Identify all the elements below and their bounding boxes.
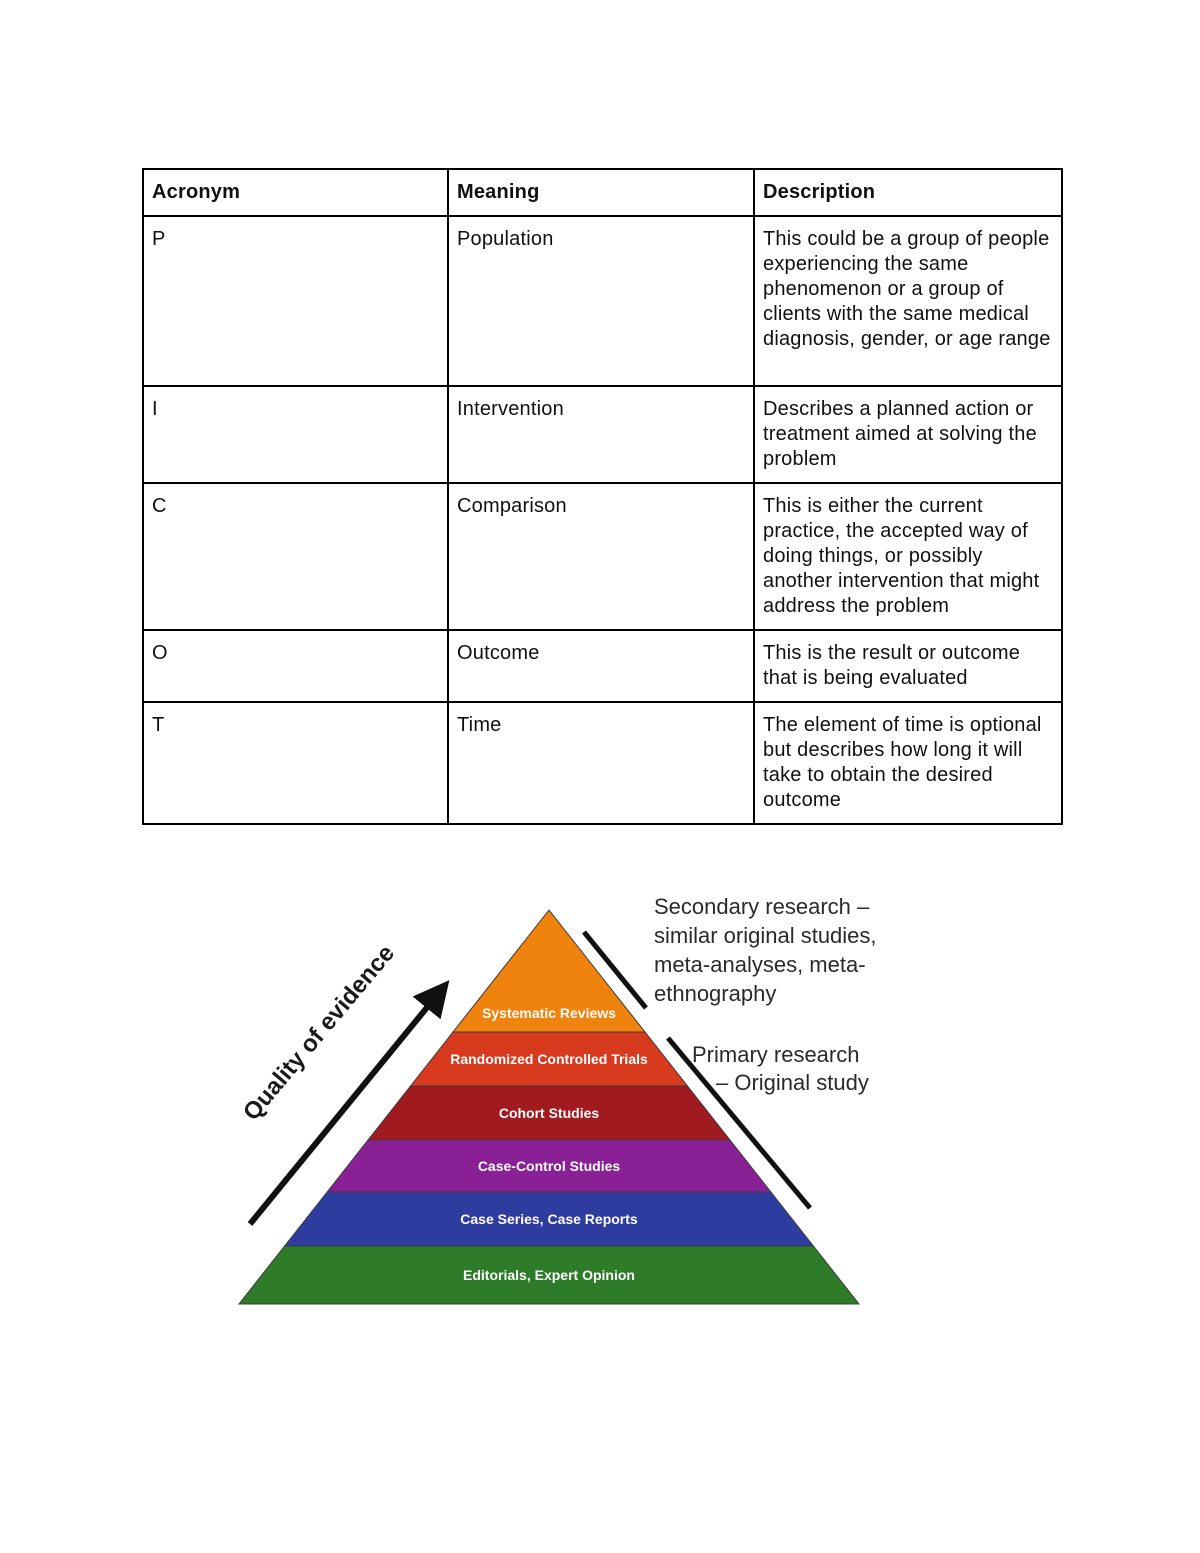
picot-table — [142, 168, 1063, 825]
table-row — [143, 702, 1062, 824]
description-cell: Describes a planned action or treatment aimed at solving the problem — [754, 386, 1062, 483]
acronym-cell: O — [143, 630, 448, 702]
table-header-row — [143, 169, 1062, 216]
table-row — [143, 386, 1062, 483]
description-cell: This could be a group of people experiencing the same phenomenon or a group of clients with the same medical diagnosis, gender, or age range — [754, 216, 1062, 386]
pyramid-tier-label: Systematic Reviews — [482, 1005, 616, 1021]
pyramid-tier-label: Randomized Controlled Trials — [450, 1051, 648, 1067]
pyramid-tier-label: Editorials, Expert Opinion — [463, 1267, 635, 1283]
acronym-cell: C — [143, 483, 448, 630]
table-row — [143, 216, 1062, 386]
header-acronym: Acronym — [143, 169, 448, 216]
evidence-pyramid-figure — [232, 890, 932, 1320]
description-cell: The element of time is optional but describes how long it will take to obtain the desired outcome — [754, 702, 1062, 824]
meaning-cell: Time — [448, 702, 754, 824]
table-row — [143, 630, 1062, 702]
meaning-cell: Intervention — [448, 386, 754, 483]
meaning-cell: Comparison — [448, 483, 754, 630]
header-meaning: Meaning — [448, 169, 754, 216]
acronym-cell: T — [143, 702, 448, 824]
header-description: Description — [754, 169, 1062, 216]
primary-research-label: Primary research – Original study — [692, 1042, 869, 1095]
pyramid-tier-label: Case Series, Case Reports — [460, 1211, 638, 1227]
acronym-cell: P — [143, 216, 448, 386]
pyramid-tier-label: Case-Control Studies — [477, 1158, 621, 1174]
secondary-research-label: Secondary research – similar original studies, meta-analyses, meta- ethnography — [654, 894, 877, 1006]
meaning-cell: Population — [448, 216, 754, 386]
quality-of-evidence-label: Quality of evidence — [237, 939, 401, 1126]
description-cell: This is the result or outcome that is being evaluated — [754, 630, 1062, 702]
meaning-cell: Outcome — [448, 630, 754, 702]
acronym-cell: I — [143, 386, 448, 483]
description-cell: This is either the current practice, the accepted way of doing things, or possibly another intervention that might address the problem — [754, 483, 1062, 630]
pyramid-tier-label: Cohort Studies — [498, 1105, 600, 1121]
table-row — [143, 483, 1062, 630]
